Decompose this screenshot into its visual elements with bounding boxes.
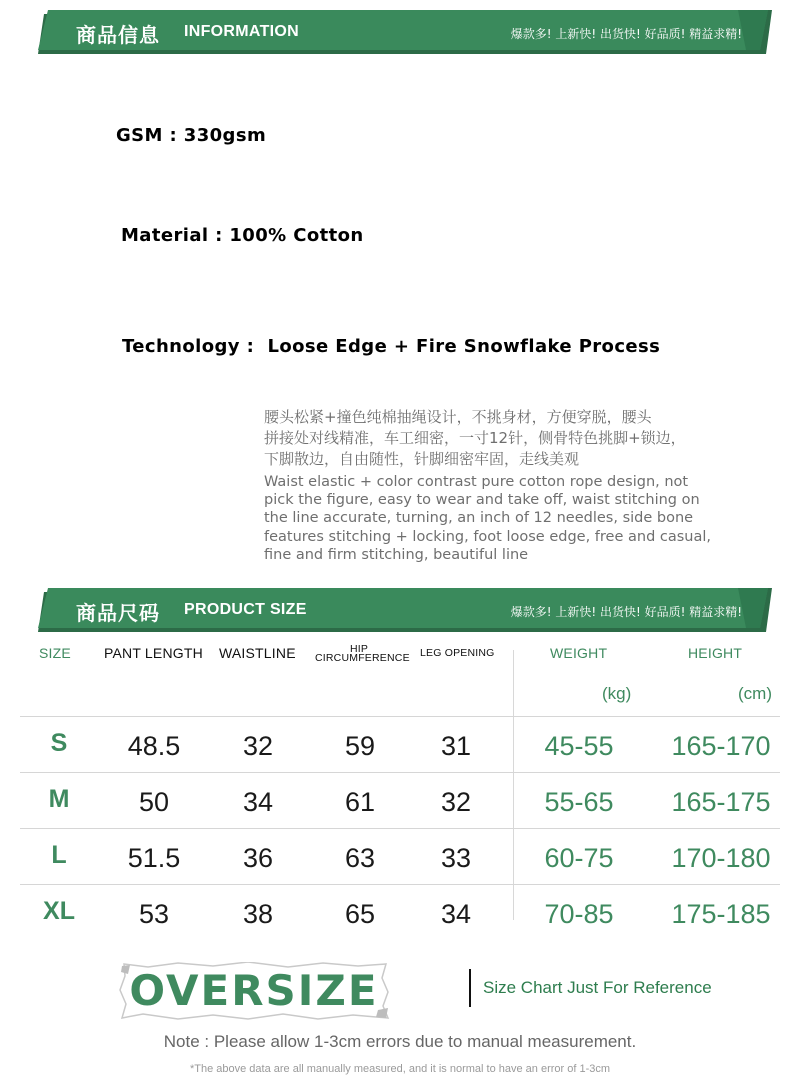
footer-divider [469, 969, 471, 1007]
banner-slogan: 爆款多! 上新快! 出货快! 好品质! 精益求精! [510, 605, 742, 619]
description-english [264, 473, 784, 564]
cell-hip: 65 [344, 899, 376, 929]
banner-cn-title: 商品信息 [76, 23, 160, 47]
banner-en-title: INFORMATION [184, 23, 299, 40]
cell-weight: 70-85 [544, 899, 614, 929]
cell-height: 165-170 [671, 731, 771, 761]
cell-pant-length: 53 [138, 899, 170, 929]
description-en-line: Waist elastic + color contrast pure cotton rope design, not [264, 474, 689, 490]
cell-weight: 55-65 [544, 787, 614, 817]
cell-waistline: 36 [242, 843, 274, 873]
cell-leg-opening: 33 [440, 843, 472, 873]
header-size: SIZE [39, 645, 71, 661]
header-pant-length: PANT LENGTH [104, 645, 203, 661]
cell-height: 165-175 [671, 787, 771, 817]
cell-hip: 61 [344, 787, 376, 817]
measurement-footnote: *The above data are all manually measured, and it is normal to have an error of 1-3cm [189, 1063, 611, 1075]
cell-height: 170-180 [671, 843, 771, 873]
table-divider-vertical [513, 650, 514, 920]
description-cn-line: 下脚散边，自由随性，针脚细密牢固，走线美观 [264, 450, 580, 468]
banner-slogan: 爆款多! 上新快! 出货快! 好品质! 精益求精! [510, 27, 742, 41]
information-banner [38, 10, 772, 54]
row-separator [20, 828, 780, 829]
header-weight: WEIGHT [550, 645, 608, 661]
cell-weight: 60-75 [544, 843, 614, 873]
description-en-line: pick the figure, easy to wear and take off, waist stitching on [264, 492, 700, 509]
row-separator [20, 772, 780, 773]
cell-size: S [50, 729, 68, 757]
description-en-line: the line accurate, turning, an inch of 12 needles, side bone [264, 510, 694, 527]
header-hip-line1: HIP [350, 643, 369, 655]
description-cn-line: 拼接处对线精准，车工细密，一寸12针，侧骨特色挑脚+锁边， [264, 429, 686, 447]
cell-waistline: 32 [242, 731, 274, 761]
spec-technology: Technology : Loose Edge + Fire Snowflake Process [122, 336, 661, 357]
cell-size: M [48, 785, 70, 813]
measurement-note: Note : Please allow 1-3cm errors due to manual measurement. [163, 1032, 637, 1051]
cell-leg-opening: 32 [440, 787, 472, 817]
product-size-banner [38, 588, 772, 632]
height-unit: (cm) [738, 684, 772, 703]
row-separator [20, 884, 780, 885]
cell-weight: 45-55 [544, 731, 614, 761]
cell-pant-length: 48.5 [127, 731, 181, 761]
oversize-badge [118, 962, 390, 1020]
cell-height: 175-185 [671, 899, 771, 929]
header-hip-line2: CIRCUMFERENCE [315, 652, 410, 664]
cell-size: L [51, 841, 67, 869]
cell-leg-opening: 31 [440, 731, 472, 761]
description-en-line: features stitching + locking, foot loose edge, free and casual, [264, 528, 712, 545]
banner-en-title: PRODUCT SIZE [184, 601, 307, 618]
spec-material: Material : 100% Cotton [121, 225, 364, 246]
cell-hip: 59 [344, 731, 376, 761]
cell-waistline: 38 [242, 899, 274, 929]
header-leg-opening: LEG OPENING [420, 647, 495, 659]
cell-leg-opening: 34 [440, 899, 472, 929]
cell-pant-length: 51.5 [127, 843, 181, 873]
oversize-text: OVERSIZE [129, 966, 379, 1015]
weight-unit: (kg) [602, 684, 632, 703]
cell-hip: 63 [344, 843, 376, 873]
size-chart-reference: Size Chart Just For Reference [483, 978, 712, 997]
description-chinese [264, 407, 784, 470]
description-cn-line: 腰头松紧+撞色纯棉抽绳设计，不挑身材，方便穿脱，腰头 [264, 408, 652, 426]
banner-cn-title: 商品尺码 [76, 601, 160, 625]
cell-size: XL [43, 897, 75, 925]
cell-waistline: 34 [242, 787, 274, 817]
spec-gsm: GSM : 330gsm [116, 125, 267, 146]
cell-pant-length: 50 [138, 787, 170, 817]
row-separator [20, 716, 780, 717]
description-en-line: fine and firm stitching, beautiful line [264, 546, 529, 563]
header-waistline: WAISTLINE [219, 645, 296, 661]
header-height: HEIGHT [688, 645, 743, 661]
